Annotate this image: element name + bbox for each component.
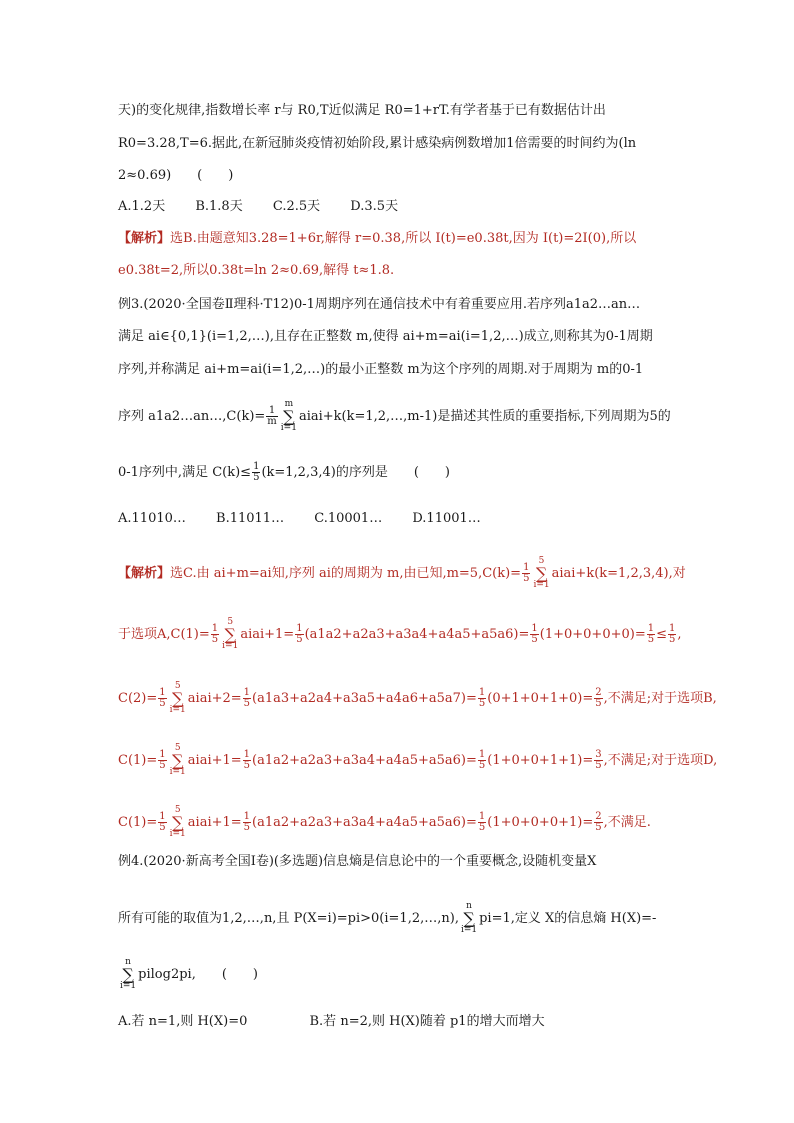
formula-line: n ∑ i=1pilog2pi, ( ) (120, 957, 258, 991)
option-b: B.1.8天 (195, 199, 243, 214)
option-a: A.1.2天 (118, 199, 166, 214)
solution-tag: 【解析】 (118, 566, 171, 581)
option-a: A.若 n=1,则 H(X)=0 (118, 1014, 248, 1029)
fraction: $\frac{1}{m}$ (267, 405, 277, 427)
solution-line: e0.38t=2,所以0.38t=ln 2≈0.69,解得 t≈1.8. (118, 263, 395, 278)
solution-line: 于选项A,C(1)= $\frac{1}{5}$ 5 ∑ i=1aiai+1= $\frac{1}{5}$ (a1a2+a2a3+a3a4+a4a5+a5a6)= $\frac{1}{5}$ (1+0+0+0+0)= $\frac{1}{5}$ ≤ $\frac{1}{5}$ , (118, 617, 682, 651)
option-d: D.11001… (412, 511, 481, 526)
example-4-title: 例4.(2020·新高考全国Ⅰ卷)(多选题)信息熵是信息论中的一个重要概念,设随机变量X (118, 854, 597, 869)
text-segment: 选C.由 ai+m=ai知,序列 ai的周期为 m,由已知,m=5,C(k)= (170, 566, 522, 581)
option-c: C.10001… (314, 511, 383, 526)
option-b: B.若 n=2,则 H(X)随着 p1的增大而增大 (309, 1014, 545, 1029)
solution-line: C(1)= $\frac{1}{5}$ 5 ∑ i=1aiai+1= $\frac{1}{5}$ (a1a2+a2a3+a3a4+a4a5+a5a6)= $\frac{1}{5}$ (1+0+0+0+1)= $\frac{2}{5}$ ,不满足. (118, 805, 651, 839)
answer-options (118, 1013, 545, 1031)
text-line: 2≈0.69) ( ) (118, 168, 234, 183)
formula-line (118, 400, 671, 433)
text-line: 天)的变化规律,指数增长率 r与 R0,T近似满足 R0=1+rT.有学者基于已有数据估计出 (118, 103, 606, 118)
text-segment: 序列 a1a2…an…,C(k)= (118, 409, 266, 424)
answer-options (118, 510, 481, 528)
formula-line: 所有可能的取值为1,2,…,n,且 P(X=i)=pi>0(i=1,2,…,n),n ∑ i=1pi=1,定义 X的信息熵 H(X)=- (118, 901, 657, 935)
option-b: B.11011… (216, 511, 285, 526)
example-3-title: 例3.(2020·全国卷Ⅱ理科·T12)0-1周期序列在通信技术中有着重要应用.若序列a1a2…an… (118, 297, 641, 312)
answer-options (118, 198, 398, 216)
formula-line (118, 462, 450, 483)
option-a: A.11010… (118, 511, 186, 526)
option-c: C.2.5天 (272, 199, 321, 214)
sum-symbol: m ∑ i=1 (280, 399, 297, 433)
solution-line (118, 230, 636, 248)
fraction: $\frac{1}{5}$ (253, 461, 260, 483)
text-segment: (k=1,2,3,4)的序列是 ( ) (261, 465, 450, 480)
solution-tag: 【解析】 (118, 231, 171, 246)
text-segment: 0-1序列中,满足 C(k)≤ (118, 465, 252, 480)
text-line: 序列,并称满足 ai+m=ai(i=1,2,…)的最小正整数 m为这个序列的周期.对于周期为 m的0-1 (118, 362, 644, 377)
solution-text: 选B.由题意知3.28=1+6r,解得 r=0.38,所以 I(t)=e0.38t,因为 I(t)=2I(0),所以 (170, 231, 637, 246)
solution-line: C(1)= $\frac{1}{5}$ 5 ∑ i=1aiai+1= $\frac{1}{5}$ (a1a2+a2a3+a3a4+a4a5+a5a6)= $\frac{1}{5}$ (1+0+0+1+1)= $\frac{3}{5}$ ,不满足;对于选项D, (118, 743, 718, 777)
text-line: 满足 ai∈{0,1}(i=1,2,…),且存在正整数 m,使得 ai+m=ai(i=1,2,…)成立,则称其为0-1周期 (118, 329, 653, 344)
text-segment: aiai+k(k=1,2,…,m-1)是描述其性质的重要指标,下列周期为5的 (298, 409, 671, 424)
solution-line: 【解析】选C.由 ai+m=ai知,序列 ai的周期为 m,由已知,m=5,C(k)= $\frac{1}{5}$ 5 ∑ i=1aiai+k(k=1,2,3,4),对 (118, 556, 686, 590)
text-line: R0=3.28,T=6.据此,在新冠肺炎疫情初始阶段,累计感染病例数增加1倍需要的时间约为(ln (118, 136, 637, 151)
option-d: D.3.5天 (350, 199, 399, 214)
solution-line: C(2)= $\frac{1}{5}$ 5 ∑ i=1aiai+2= $\frac{1}{5}$ (a1a3+a2a4+a3a5+a4a6+a5a7)= $\frac{1}{5}$ (0+1+0+1+0)= $\frac{2}{5}$ ,不满足;对于选项B, (118, 681, 717, 715)
text-segment: aiai+k(k=1,2,3,4),对 (551, 566, 686, 581)
